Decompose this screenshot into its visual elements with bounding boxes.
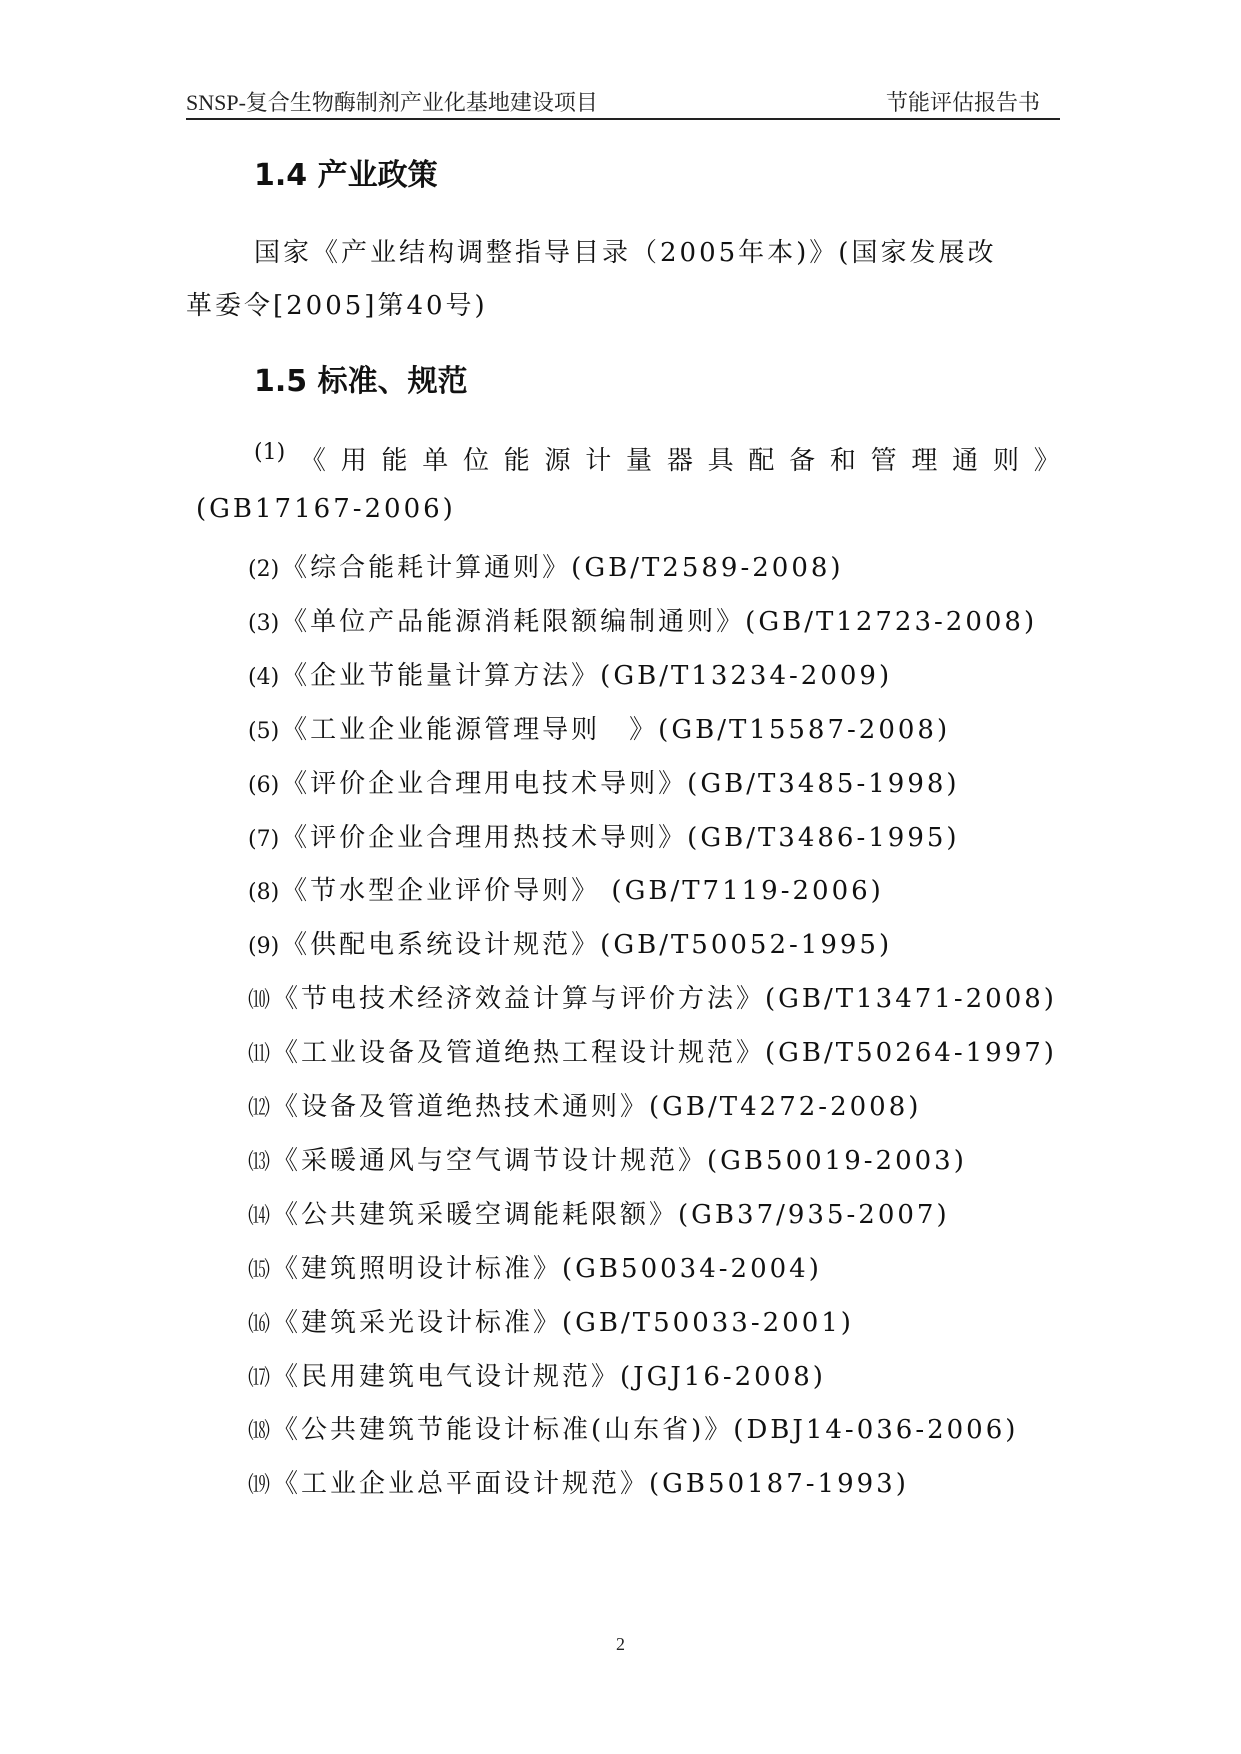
reference-item — [248, 1463, 909, 1500]
reference-1-title-char: 能 — [381, 446, 408, 476]
reference-text: 《节水型企业评价导则》 (GB/T7119-2006) — [281, 876, 884, 906]
reference-text: 《评价企业合理用热技术导则》(GB/T3486-1995) — [281, 823, 960, 853]
reference-number: ⒆ — [248, 1473, 271, 1498]
reference-1-title-line — [254, 440, 1060, 477]
section-heading-1-4: 1.4 产业政策 — [254, 158, 438, 193]
reference-number: ⒃ — [248, 1312, 271, 1337]
reference-item — [248, 1248, 822, 1285]
reference-item — [248, 763, 960, 800]
reference-item — [248, 978, 1057, 1015]
reference-1-title-char: 和 — [829, 446, 856, 476]
reference-number: (6) — [248, 773, 280, 798]
reference-1-title-char: 《 — [299, 446, 326, 476]
reference-text: 《评价企业合理用电技术导则》(GB/T3485-1998) — [281, 769, 960, 799]
reference-text: 《工业设备及管道绝热工程设计规范》(GB/T50264-1997) — [272, 1038, 1057, 1068]
reference-text: 《节电技术经济效益计算与评价方法》(GB/T13471-2008) — [272, 984, 1057, 1014]
reference-number: (2) — [248, 557, 280, 582]
page-header — [186, 84, 1060, 120]
reference-item — [248, 709, 950, 746]
reference-text: 《工业企业总平面设计规范》(GB50187-1993) — [272, 1469, 909, 1499]
reference-1-title-char: 》 — [1033, 446, 1060, 476]
reference-item — [248, 655, 892, 692]
reference-text: 《建筑照明设计标准》(GB50034-2004) — [272, 1254, 822, 1284]
reference-1-title-char: 量 — [626, 446, 653, 476]
reference-item — [248, 1140, 967, 1177]
reference-item — [248, 601, 1037, 638]
reference-number: ⑽ — [248, 988, 271, 1013]
page-number: 2 — [616, 1634, 625, 1654]
reference-1-title-char: 单 — [422, 446, 449, 476]
reference-1-title-char: 备 — [789, 446, 816, 476]
reference-text: 《综合能耗计算通则》(GB/T2589-2008) — [281, 553, 844, 583]
reference-text: 《供配电系统设计规范》(GB/T50052-1995) — [281, 930, 893, 960]
policy-line-2: 革委令[2005]第40号) — [186, 291, 488, 321]
reference-text: 《公共建筑采暖空调能耗限额》(GB37/935-2007) — [272, 1200, 950, 1230]
reference-number: (9) — [248, 934, 280, 959]
reference-1-title-char: 能 — [503, 446, 530, 476]
reference-number: ⒄ — [248, 1366, 271, 1391]
reference-text: 《民用建筑电气设计规范》(JGJ16-2008) — [272, 1362, 826, 1392]
policy-line-1: 国家《产业结构调整指导目录（2005年本)》(国家发展改 — [254, 238, 997, 268]
reference-number: ⒂ — [248, 1258, 271, 1283]
reference-item — [248, 1086, 921, 1123]
reference-text: 《采暖通风与空气调节设计规范》(GB50019-2003) — [272, 1146, 967, 1176]
reference-number: ⒁ — [248, 1204, 271, 1229]
reference-1-code: (GB17167-2006) — [196, 494, 456, 524]
reference-1-title-char: 源 — [544, 446, 571, 476]
reference-1-title-char: 通 — [952, 446, 979, 476]
reference-number: ⒀ — [248, 1150, 271, 1175]
reference-number: (8) — [248, 880, 280, 905]
reference-item — [248, 924, 892, 961]
reference-number: (5) — [248, 719, 280, 744]
reference-text: 《公共建筑节能设计标准(山东省)》(DBJ14-036-2006) — [272, 1415, 1019, 1445]
reference-1-title-char: 器 — [666, 446, 693, 476]
reference-number: ⒅ — [248, 1419, 271, 1444]
reference-1-title-char: 位 — [462, 446, 489, 476]
reference-number: (3) — [248, 611, 280, 636]
reference-item — [248, 1302, 854, 1339]
reference-item — [248, 1409, 1018, 1446]
reference-1-number: (1) — [254, 440, 286, 465]
reference-1-title-char: 具 — [707, 446, 734, 476]
reference-item — [248, 547, 844, 584]
reference-1-title-char: 配 — [748, 446, 775, 476]
reference-item — [248, 817, 960, 854]
reference-text: 《工业企业能源管理导则 》(GB/T15587-2008) — [281, 715, 951, 745]
reference-number: (4) — [248, 665, 280, 690]
reference-item — [248, 870, 884, 907]
reference-number: ⑿ — [248, 1096, 271, 1121]
reference-1-title-char: 则 — [992, 446, 1019, 476]
reference-text: 《单位产品能源消耗限额编制通则》(GB/T12723-2008) — [281, 607, 1038, 637]
reference-1-title-char: 管 — [870, 446, 897, 476]
reference-item — [248, 1356, 826, 1393]
reference-number: ⑾ — [248, 1042, 271, 1067]
reference-item — [248, 1194, 950, 1231]
reference-1-title-char: 计 — [585, 446, 612, 476]
reference-number: (7) — [248, 827, 280, 852]
reference-text: 《设备及管道绝热技术通则》(GB/T4272-2008) — [272, 1092, 922, 1122]
reference-text: 《建筑采光设计标准》(GB/T50033-2001) — [272, 1308, 854, 1338]
reference-text: 《企业节能量计算方法》(GB/T13234-2009) — [281, 661, 893, 691]
header-project-title: SNSP-复合生物酶制剂产业化基地建设项目 — [186, 90, 598, 115]
section-heading-1-5: 1.5 标准、规范 — [254, 364, 468, 399]
reference-1-title-char: 理 — [911, 446, 938, 476]
header-report-title: 节能评估报告书 — [885, 90, 1040, 115]
reference-1-title-char: 用 — [340, 446, 367, 476]
reference-item — [248, 1032, 1057, 1069]
